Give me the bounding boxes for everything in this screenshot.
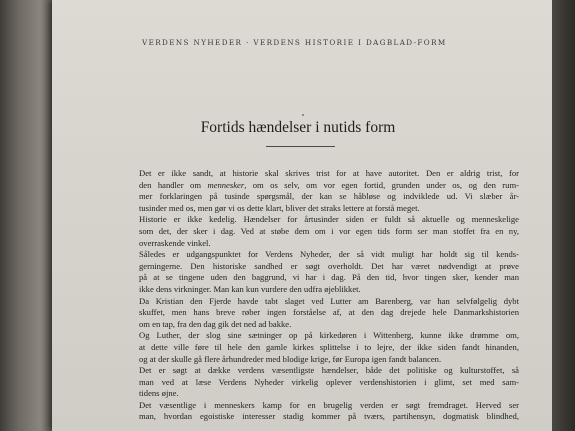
text-line: Og Luther, der slog sine sætninger op på kirkedøren i Wittenberg, kunne ikke drømme om, bbox=[139, 330, 519, 341]
running-head: VERDENS NYHEDER · VERDENS HISTORIE I DAGBLAD-FORM bbox=[142, 38, 447, 47]
facing-page-edge bbox=[552, 0, 575, 431]
text-line-part: , om os selv, om vor egen fortid, grunden under os, og den rum- bbox=[244, 179, 519, 190]
book-page bbox=[52, 0, 552, 431]
text-line: at dette ville føre til hele den gamle kirkes splittelse i to lejre, der ikke siden fandt hinanden, bbox=[139, 341, 519, 352]
text-line: man ved at læse Verdens Nyheder virkelig oplever verdenshistorien i glimt, set med sam- bbox=[139, 376, 519, 387]
text-line: ikke dens virkninger. Man kan kun vurdere den udfra øjeblikket. bbox=[139, 283, 361, 294]
text-line: Det væsentlige i menneskers kamp for en brugelig verden er søgt fremdraget. Herved ser bbox=[139, 399, 519, 410]
page-title: Fortids hændelser i nutids form bbox=[200, 119, 396, 136]
text-line: Det er søgt at dække verdens væsentligste hændelser, både det politiske og kulturstoffet, så bbox=[139, 365, 519, 376]
text-line: Da Kristian den Fjerde havde tabt slaget ved Lutter am Barenberg, var han selvfølgelig dybt bbox=[139, 295, 519, 306]
body-text bbox=[139, 168, 519, 423]
emphasized-word: mennesker bbox=[207, 179, 245, 190]
text-line: man, hvordan egoistiske interesser stadig kommer på tværs, partihensyn, dogmatisk blindhed, bbox=[139, 411, 519, 422]
text-line: på at se tingene uden den baggrund, vi har i dag. På den tid, hvor tingen sker, kender man bbox=[139, 272, 519, 283]
text-line: overraskende vinkel. bbox=[139, 237, 211, 248]
text-line: som det, der sker i dag. Ved at støbe dem om i vor egen tids form ser man stoffet fra en ny, bbox=[139, 225, 519, 236]
text-line-part: den handler om bbox=[139, 179, 208, 190]
text-line: mer forklaringen på tusinde spørgsmål, der kan se håbløse og indviklede ud. Vi slæber år- bbox=[139, 191, 519, 202]
text-line: gerningerne. Den historiske sandhed er søgt overholdt. Det har været nødvendigt at prøve bbox=[139, 260, 519, 271]
text-line: Det er ikke sandt, at historie skal skrives trist for at have autoritet. Den er aldrig trist, for bbox=[139, 168, 519, 178]
text-line: Således er udgangspunktet for Verdens Nyheder, der så vidt muligt har holdt sig til kends- bbox=[139, 249, 519, 260]
text-line: og at der skulle gå flere århundreder med blodige krige, før Europa igen fandt balancen. bbox=[139, 353, 442, 364]
text-line: Historie er ikke kedelig. Hændelser for årtusinder siden er fuldt så aktuelle og menneskelige bbox=[139, 214, 519, 225]
text-line: tusinder med os, men gør vi os dette klart, bliver det straks lettere at forstå meget. bbox=[139, 202, 420, 213]
title-underline-rule bbox=[266, 146, 335, 147]
title-ornament-dot bbox=[302, 114, 304, 116]
text-line: skuffet, men hans breve røber ingen forståelse af, at den dag drejede hele Danmarkshistorien bbox=[139, 307, 519, 318]
text-line: om en tap, fra den dag gik det ned ad bakke. bbox=[139, 318, 292, 329]
text-line bbox=[139, 180, 519, 192]
text-line: tidens øjne. bbox=[139, 388, 179, 399]
